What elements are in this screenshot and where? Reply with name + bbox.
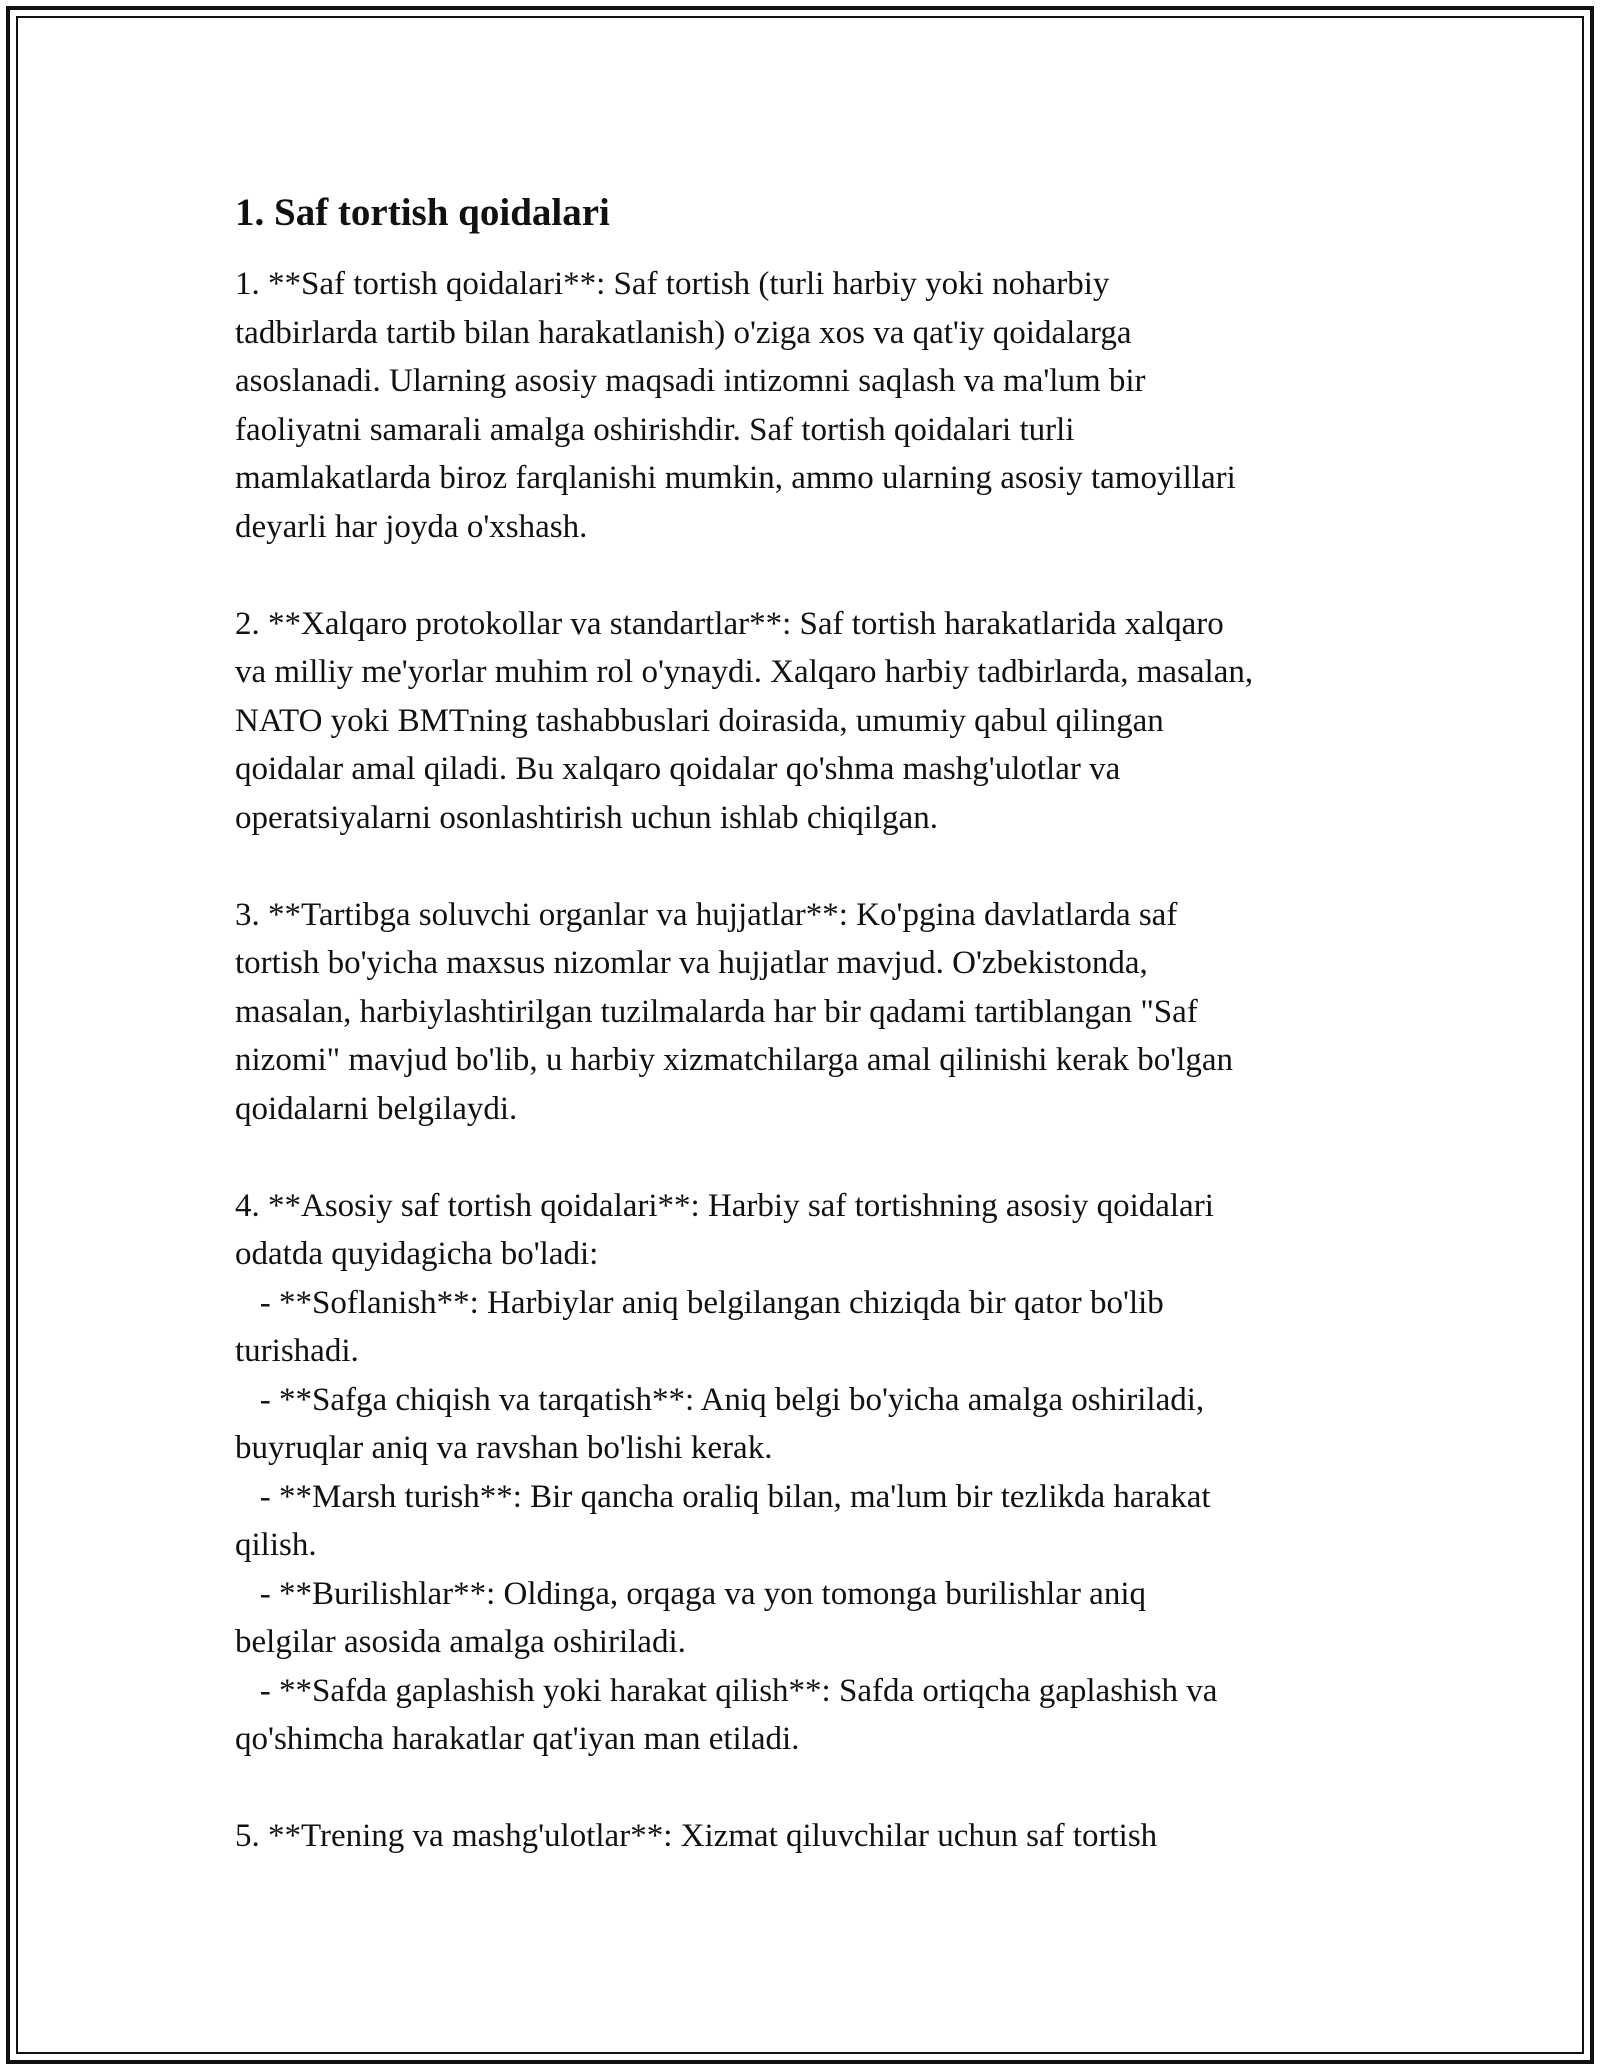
text-line: faoliyatni samarali amalga oshirishdir. Saf tortish qoidalari turli xyxy=(235,411,1075,448)
text-line: qoidalar amal qiladi. Bu xalqaro qoidalar qo'shma mashg'ulotlar va xyxy=(235,751,1121,787)
list-item-line: - **Safga chiqish va tarqatish**: Aniq belgi bo'yicha amalga oshiriladi, xyxy=(235,1381,1205,1418)
paragraph-4 xyxy=(235,1182,1385,1764)
list-item-line: - **Burilishlar**: Oldinga, orqaga va yon tomonga burilishlar aniq xyxy=(235,1575,1146,1612)
text-line: nizomi" mavjud bo'lib, u harbiy xizmatchilarga amal qilinishi kerak bo'lgan xyxy=(235,1042,1234,1078)
text-line: turishadi. xyxy=(235,1333,359,1369)
paragraph-5 xyxy=(235,1812,1385,1861)
text-line: masalan, harbiylashtirilgan tuzilmalarda har bir qadami tartiblangan "Saf xyxy=(235,993,1198,1030)
text-line: odatda quyidagicha bo'ladi: xyxy=(235,1236,599,1272)
text-line: asoslanadi. Ularning asosiy maqsadi intizomni saqlash va ma'lum bir xyxy=(235,363,1146,399)
text-line: buyruqlar aniq va ravshan bo'lishi kerak. xyxy=(235,1430,773,1466)
document-body xyxy=(235,188,1385,1909)
list-item-line: - **Safda gaplashish yoki harakat qilish**: Safda ortiqcha gaplashish va xyxy=(235,1672,1218,1709)
text-line: 4. **Asosiy saf tortish qoidalari**: Harbiy saf tortishning asosiy qoidalari xyxy=(235,1187,1214,1224)
text-line: tadbirlarda tartib bilan harakatlanish) o'ziga xos va qat'iy qoidalarga xyxy=(235,314,1132,351)
text-line: 1. **Saf tortish qoidalari**: Saf tortish (turli harbiy yoki noharbiy xyxy=(235,266,1110,302)
text-line: NATO yoki BMTning tashabbuslari doirasida, umumiy qabul qilingan xyxy=(235,702,1164,739)
text-line: 2. **Xalqaro protokollar va standartlar**: Saf tortish harakatlarida xalqaro xyxy=(235,605,1224,642)
paragraph-3 xyxy=(235,891,1385,1134)
list-item-line: - **Soflanish**: Harbiylar aniq belgilangan chiziqda bir qator bo'lib xyxy=(235,1284,1164,1321)
list-item-line: - **Marsh turish**: Bir qancha oraliq bilan, ma'lum bir tezlikda harakat xyxy=(235,1478,1211,1515)
text-line: qoidalarni belgilaydi. xyxy=(235,1090,518,1127)
document-title: 1. Saf tortish qoidalari xyxy=(235,191,610,234)
text-line: mamlakatlarda biroz farqlanishi mumkin, ammo ularning asosiy tamoyillari xyxy=(235,460,1236,496)
text-line: qilish. xyxy=(235,1527,317,1563)
text-line: qo'shimcha harakatlar qat'iyan man etiladi. xyxy=(235,1721,800,1757)
text-line: 3. **Tartibga soluvchi organlar va hujjatlar**: Ko'pgina davlatlarda saf xyxy=(235,896,1178,933)
text-line: belgilar asosida amalga oshiriladi. xyxy=(235,1624,686,1660)
text-line: deyarli har joyda o'xshash. xyxy=(235,508,588,545)
text-line: tortish bo'yicha maxsus nizomlar va hujjatlar mavjud. O'zbekistonda, xyxy=(235,945,1148,981)
text-line: va milliy me'yorlar muhim rol o'ynaydi. Xalqaro harbiy tadbirlarda, masalan, xyxy=(235,654,1254,690)
text-line: 5. **Trening va mashg'ulotlar**: Xizmat qiluvchilar uchun saf tortish xyxy=(235,1818,1158,1854)
paragraph-2 xyxy=(235,600,1385,843)
paragraph-1 xyxy=(235,260,1385,551)
text-line: operatsiyalarni osonlashtirish uchun ishlab chiqilgan. xyxy=(235,799,938,836)
